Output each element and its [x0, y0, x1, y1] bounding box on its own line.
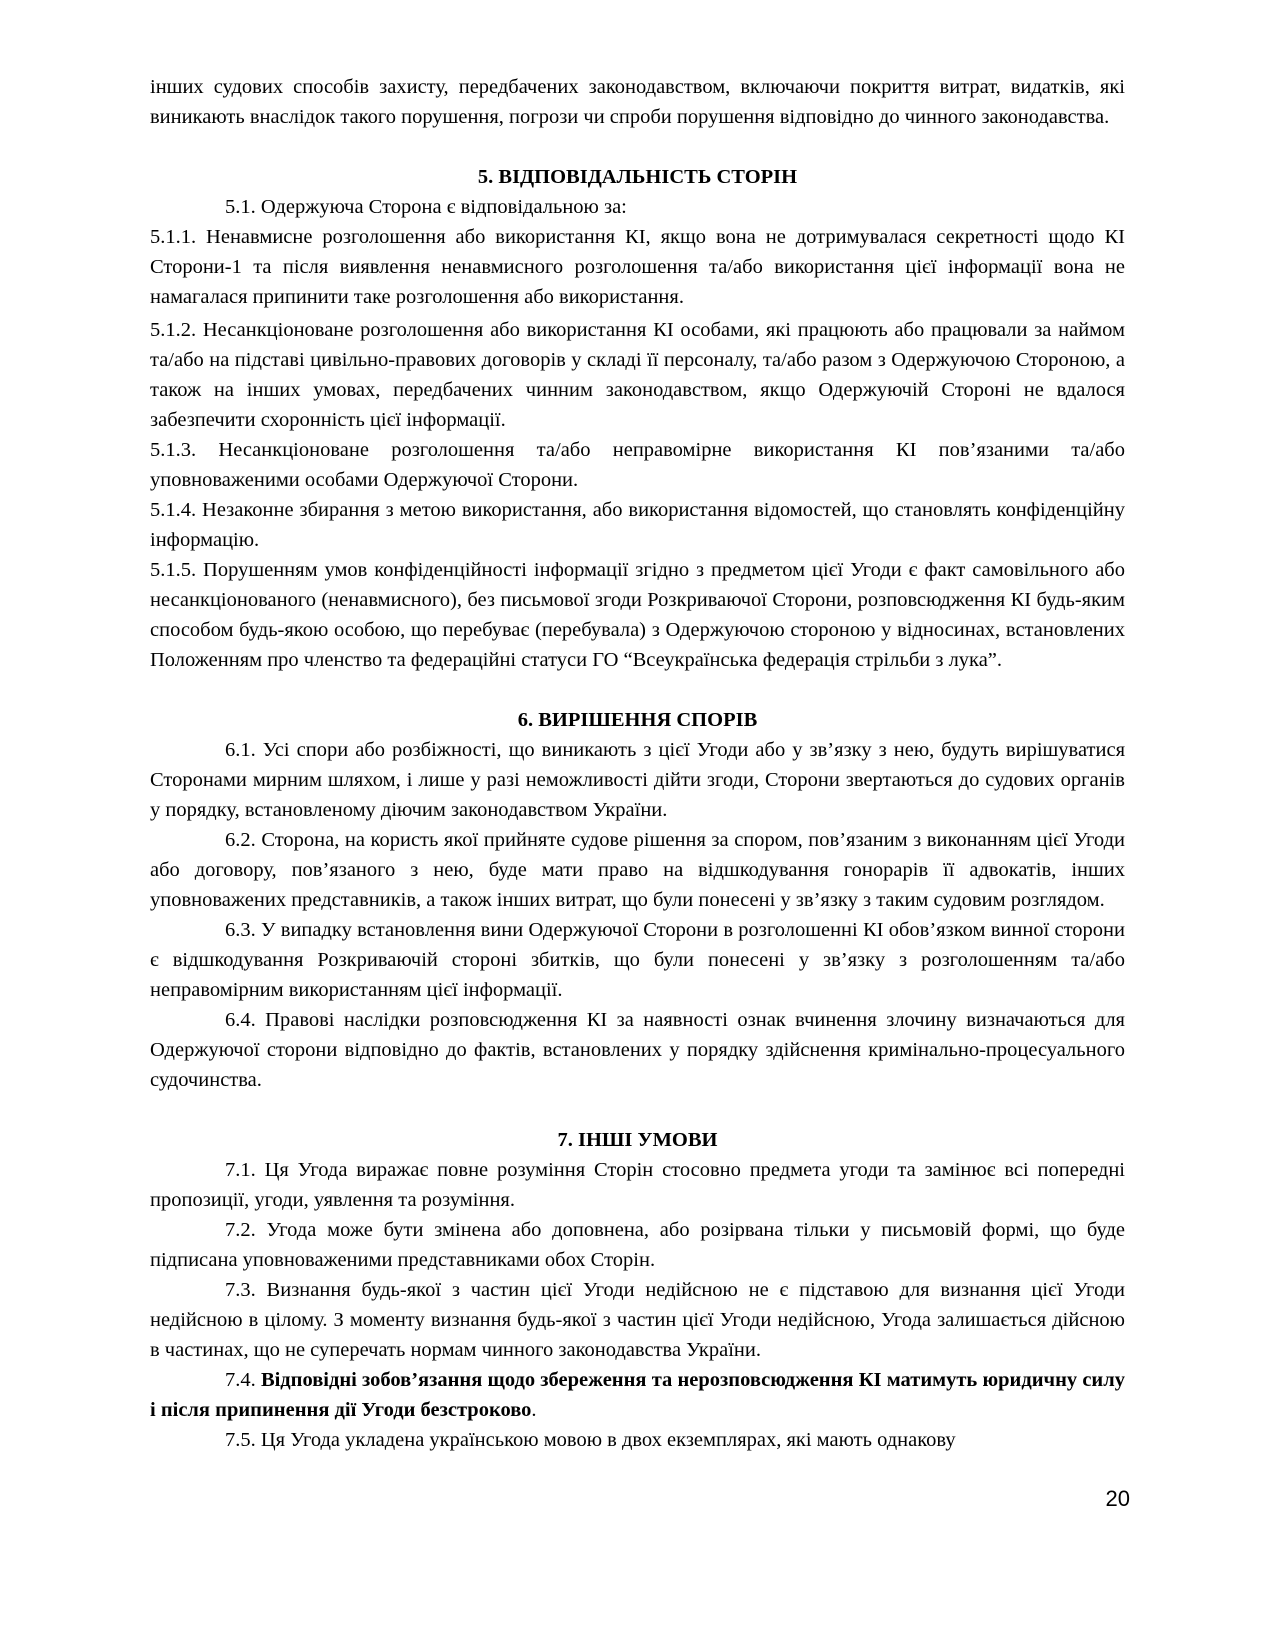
clause-7-4-prefix: 7.4.: [225, 1369, 261, 1391]
clause-7-2: 7.2. Угода може бути змінена або доповнена, або розірвана тільки у письмовій формі, що буде підписана уповноваженими представниками обох Сторін.: [150, 1219, 1125, 1271]
clause-7-4-bold-text: Відповідні зобов’язання щодо збереження та нерозповсюдження КІ матимуть юридичну силу і після припинення дії Угоди безстроково: [150, 1369, 1125, 1421]
intro-paragraph: інших судових способів захисту, передбачених законодавством, включаючи покриття витрат, видатків, які виникають внаслідок такого порушення, погрози чи спроби порушення відповідно до чинного законодавства.: [150, 76, 1125, 128]
clause-5-1-2: 5.1.2. Несанкціоноване розголошення або використання КІ особами, які працюють або працювали за наймом та/або на підставі цивільно-правових договорів у складі її персоналу, та/або разом з Одержуючою Стороною, а також на інших умовах, передбачених чинним законодавством, якщо Одержуючій Стороні не вдалося забезпечити схоронність цієї інформації.: [150, 319, 1125, 431]
section-7-heading: 7. ІНШІ УМОВИ: [557, 1129, 718, 1151]
document-page: [150, 72, 1125, 1455]
clause-5-1-3: 5.1.3. Несанкціоноване розголошення та/або неправомірне використання КІ пов’язаними та/або уповноваженими особами Одержуючої Сторони.: [150, 439, 1125, 491]
clause-7-3: 7.3. Визнання будь-якої з частин цієї Угоди недійсною не є підставою для визнання цієї Угоди недійсною в цілому. З моменту визнання будь-якої з частин цієї Угоди недійсною, Угода залишається дійсною в частинах, що не суперечать нормам чинного законодавства України.: [150, 1279, 1125, 1361]
section-6-heading: 6. ВИРІШЕННЯ СПОРІВ: [517, 709, 758, 731]
clause-5-1-4: 5.1.4. Незаконне збирання з метою використання, або використання відомостей, що становлять конфіденційну інформацію.: [150, 499, 1125, 551]
clause-6-2: 6.2. Сторона, на користь якої прийняте судове рішення за спором, пов’язаним з виконанням цієї Угоди або договору, пов’язаного з нею, буде мати право на відшкодування гонорарів її адвокатів, інших уповноважених представників, а також інших витрат, що були понесені у зв’язку з таким судовим розглядом.: [150, 829, 1125, 911]
clause-6-4: 6.4. Правові наслідки розповсюдження КІ за наявності ознак вчинення злочину визначаються для Одержуючої сторони відповідно до фактів, встановлених у порядку здійснення кримінально-процесуального судочинства.: [150, 1009, 1125, 1091]
clause-5-1: 5.1. Одержуюча Сторона є відповідальною за:: [225, 196, 627, 218]
clause-7-1: 7.1. Ця Угода виражає повне розуміння Сторін стосовно предмета угоди та замінює всі попередні пропозиції, угоди, уявлення та розуміння.: [150, 1159, 1125, 1211]
section-5-heading: 5. ВІДПОВІДАЛЬНІСТЬ СТОРІН: [477, 166, 798, 188]
clause-7-4-suffix: .: [531, 1399, 537, 1421]
page-number: 20: [1105, 1486, 1130, 1511]
clause-6-3: 6.3. У випадку встановлення вини Одержуючої Сторони в розголошенні КІ обов’язком винної сторони є відшкодування Розкриваючій стороні збитків, що були понесені у зв’язку з розголошенням та/або неправомірним використанням цієї інформації.: [150, 919, 1125, 1001]
clause-7-4: [150, 1365, 1125, 1425]
clause-7-5: 7.5. Ця Угода укладена українською мовою в двох екземплярах, які мають однакову: [225, 1429, 956, 1451]
clause-5-1-1: 5.1.1. Ненавмисне розголошення або використання КІ, якщо вона не дотримувалася секретності щодо КІ Сторони-1 та після виявлення ненавмисного розголошення та/або використання цієї інформації вона не намагалася припинити таке розголошення або використання.: [150, 226, 1125, 308]
clause-6-1: 6.1. Усі спори або розбіжності, що виникають з цієї Угоди або у зв’язку з нею, будуть вирішуватися Сторонами мирним шляхом, і лише у разі неможливості дійти згоди, Сторони звертаються до судових органів у порядку, встановленому діючим законодавством України.: [150, 739, 1125, 821]
clause-5-1-5: 5.1.5. Порушенням умов конфіденційності інформації згідно з предметом цієї Угоди є факт самовільного або несанкціонованого (ненавмисного), без письмової згоди Розкриваючої Сторони, розповсюдження КІ будь-яким способом будь-якою особою, що перебуває (перебувала) з Одержуючою стороною у відносинах, встановлених Положенням про членство та федераційні статуси ГО “Всеукраїнська федерація стрільби з лука”.: [150, 559, 1125, 671]
